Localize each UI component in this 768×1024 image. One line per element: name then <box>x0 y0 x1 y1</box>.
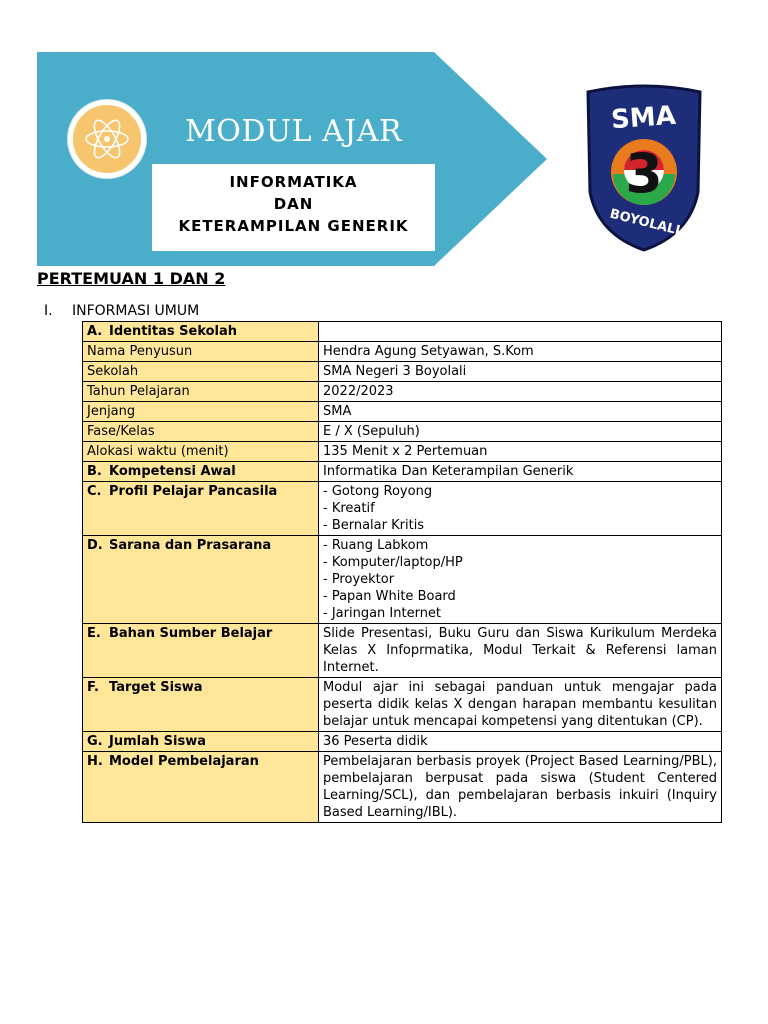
list-item: - Papan White Board <box>323 589 456 604</box>
row-label: B. Kompetensi Awal <box>83 462 319 482</box>
table-row <box>83 482 722 536</box>
table-row <box>83 422 722 442</box>
row-label: D. Sarana dan Prasarana <box>83 536 319 624</box>
row-value: 36 Peserta didik <box>319 732 722 752</box>
row-value <box>319 322 722 342</box>
table-row <box>83 732 722 752</box>
table-row <box>83 624 722 678</box>
row-label: Jenjang <box>83 402 319 422</box>
row-value: Hendra Agung Setyawan, S.Kom <box>319 342 722 362</box>
list-item: - Bernalar Kritis <box>323 518 425 533</box>
row-value: Modul ajar ini sebagai panduan untuk mengajar pada peserta didik kelas X dengan harapan membantu kesulitan belajar untuk mencapai kompetensi yang ditentukan (CP). <box>319 678 722 732</box>
row-value: 2022/2023 <box>319 382 722 402</box>
info-table <box>82 321 722 823</box>
atom-icon <box>82 114 132 164</box>
list-item: - Kreatif <box>323 501 375 516</box>
row-label: Fase/Kelas <box>83 422 319 442</box>
row-label: Tahun Pelajaran <box>83 382 319 402</box>
row-value: Pembelajaran berbasis proyek (Project Based Learning/PBL), pembelajaran berpusat pada siswa (Student Centered Learning/SCL), dan pembelajaran berbasis inkuiri (Inquiry Based Learning/IBL). <box>319 752 722 823</box>
row-label: C. Profil Pelajar Pancasila <box>83 482 319 536</box>
row-label: E. Bahan Sumber Belajar <box>83 624 319 678</box>
logo-text-top: SMA <box>610 100 677 136</box>
atom-logo <box>68 100 146 178</box>
list-item: - Gotong Royong <box>323 484 433 499</box>
row-value: Slide Presentasi, Buku Guru dan Siswa Kurikulum Merdeka Kelas X Infoprmatika, Modul Terkait & Referensi laman Internet. <box>319 624 722 678</box>
row-label: Alokasi waktu (menit) <box>83 442 319 462</box>
row-value: SMA Negeri 3 Boyolali <box>319 362 722 382</box>
row-label: F. Target Siswa <box>83 678 319 732</box>
table-row <box>83 342 722 362</box>
meeting-title: PERTEMUAN 1 DAN 2 <box>37 269 226 288</box>
row-value: SMA <box>319 402 722 422</box>
list-item: - Jaringan Internet <box>323 606 442 621</box>
table-row <box>83 536 722 624</box>
table-row <box>83 362 722 382</box>
table-row <box>83 752 722 823</box>
subtitle-line: DAN <box>273 195 314 213</box>
list-item: - Ruang Labkom <box>323 538 429 553</box>
table-row <box>83 442 722 462</box>
table-row <box>83 462 722 482</box>
row-value: 135 Menit x 2 Pertemuan <box>319 442 722 462</box>
table-row <box>83 322 722 342</box>
logo-text-bottom: BOYOLALI <box>608 206 682 239</box>
row-value: E / X (Sepuluh) <box>319 422 722 442</box>
page-title: MODUL AJAR <box>185 114 403 149</box>
row-value <box>319 482 722 536</box>
section-number: I. <box>44 303 53 319</box>
list-item: - Komputer/laptop/HP <box>323 555 463 570</box>
table-row <box>83 678 722 732</box>
row-label: H. Model Pembelajaran <box>83 752 319 823</box>
section-heading <box>44 303 199 319</box>
table-row <box>83 382 722 402</box>
subtitle-box <box>152 164 435 251</box>
logo-number: 3 <box>625 142 663 205</box>
row-label: Sekolah <box>83 362 319 382</box>
school-shield-logo <box>582 84 706 254</box>
row-label: Nama Penyusun <box>83 342 319 362</box>
subtitle-line: INFORMATIKA <box>229 173 358 191</box>
row-value <box>319 536 722 624</box>
row-value: Informatika Dan Keterampilan Generik <box>319 462 722 482</box>
list-item: - Proyektor <box>323 572 395 587</box>
subtitle-line: KETERAMPILAN GENERIK <box>178 217 409 235</box>
row-label: G. Jumlah Siswa <box>83 732 319 752</box>
section-title: INFORMASI UMUM <box>72 303 200 319</box>
table-row <box>83 402 722 422</box>
row-label: A. Identitas Sekolah <box>83 322 319 342</box>
